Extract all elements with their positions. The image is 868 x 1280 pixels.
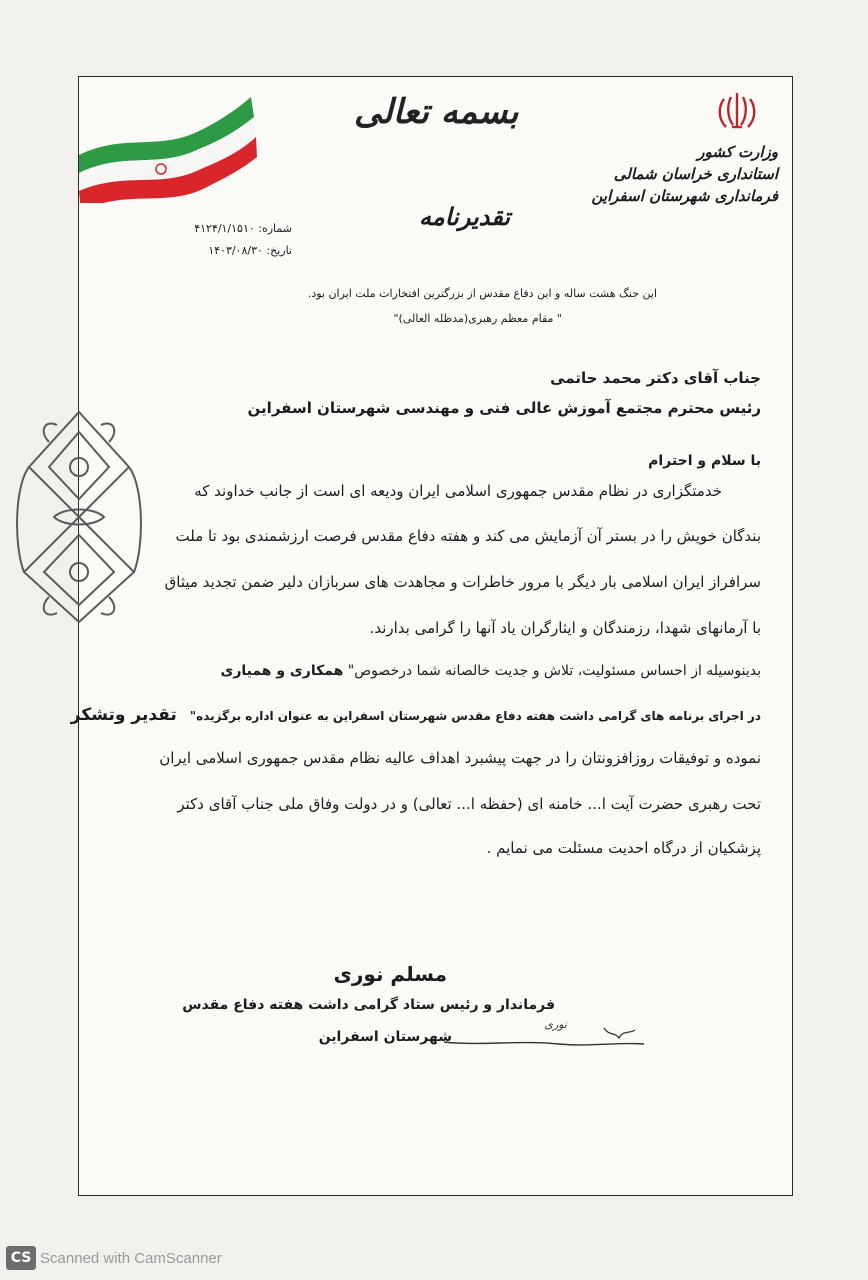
appreciation-emphasis: تقدیر وتشکر xyxy=(70,705,177,725)
paragraph2-line: نموده و توفیقات روزافزونتان را در جهت پیشبرد اهداف عالیه نظام مقدس جمهوری اسلامی ایران xyxy=(159,749,761,767)
org-line-governorate: فرمانداری شهرستان اسفراین xyxy=(591,187,778,205)
paragraph2-line: تحت رهبری حضرت آیت ا... خامنه ای (حفظه ا... تعالی) و در دولت وفاق ملی جناب آقای دکتر xyxy=(177,795,761,813)
paragraph1-line: بندگان خویش را در بستر آن آزمایش می کند و هفته دفاع مقدس فرصت ارزشمندی بود تا ملت xyxy=(175,527,761,545)
iran-flag-image xyxy=(79,93,259,203)
org-line-province: استانداری خراسان شمالی xyxy=(613,165,778,183)
signatory-title: فرماندار و رئیس ستاد گرامی داشت هفته دفاع مقدس xyxy=(182,997,555,1013)
letter-date: تاریخ: ۱۴۰۳/۰۸/۳۰ xyxy=(208,244,292,257)
letter-number: شماره: ۴۱۲۴/۱/۱۵۱۰ xyxy=(194,222,292,235)
paragraph1-line: خدمتگزاری در نظام مقدس جمهوری اسلامی ایران ودیعه ای است از جانب خداوند که xyxy=(194,482,722,500)
letter-title: تقدیرنامه xyxy=(419,202,511,231)
paragraph2-line: پزشکیان از درگاه احدیت مسئلت می نمایم . xyxy=(486,839,761,857)
iran-emblem-icon xyxy=(714,87,760,133)
letter-sheet xyxy=(70,76,793,1196)
decorative-ornament xyxy=(9,407,149,627)
paragraph2-line-1 xyxy=(221,663,761,679)
paragraph2-line1-bold: همکاری و همیاری xyxy=(220,663,344,679)
leader-quote: این جنگ هشت ساله و این دفاع مقدس از بزرگترین افتخارات ملت ایران بود. xyxy=(307,287,657,300)
quote-source: " مقام معظم رهبری(مدظله العالی)" xyxy=(393,312,562,325)
paragraph2-line2-bold: در اجرای برنامه های گرامی داشت هفته دفاع مقدس شهرستان اسفراین به عنوان اداره برگزیده" xyxy=(189,709,761,723)
paragraph2-line-2 xyxy=(71,705,761,725)
signatory-name: مسلم نوری xyxy=(333,962,447,986)
greeting: با سلام و احترام xyxy=(648,453,761,469)
paragraph2-line1-plain: بدینوسیله از احساس مسئولیت، تلاش و جدیت خالصانه شما درخصوص" xyxy=(347,663,761,679)
camscanner-watermark: Scanned with CamScanner xyxy=(40,1250,222,1267)
addressee-position: رئیس محترم مجتمع آموزش عالی فنی و مهندسی شهرستان اسفراین xyxy=(247,399,761,417)
org-line-ministry: وزارت کشور xyxy=(697,143,778,161)
addressee-name: جناب آقای دکتر محمد حاتمی xyxy=(550,369,761,387)
bismillah-calligraphy: بسمه تعالی xyxy=(354,92,519,132)
camscanner-logo-icon: CS xyxy=(6,1246,36,1270)
signatory-city: شهرستان اسفراین xyxy=(318,1029,452,1045)
paragraph1-line: سرافراز ایران اسلامی بار دیگر با مرور خاطرات و مجاهدت های سربازان دلیر ضمن تجدید میثاق xyxy=(164,573,761,591)
signature-text: نوری xyxy=(544,1018,567,1031)
paragraph1-line: با آرمانهای شهدا، رزمندگان و ایثارگران یاد آنها را گرامی بدارند. xyxy=(369,619,761,637)
